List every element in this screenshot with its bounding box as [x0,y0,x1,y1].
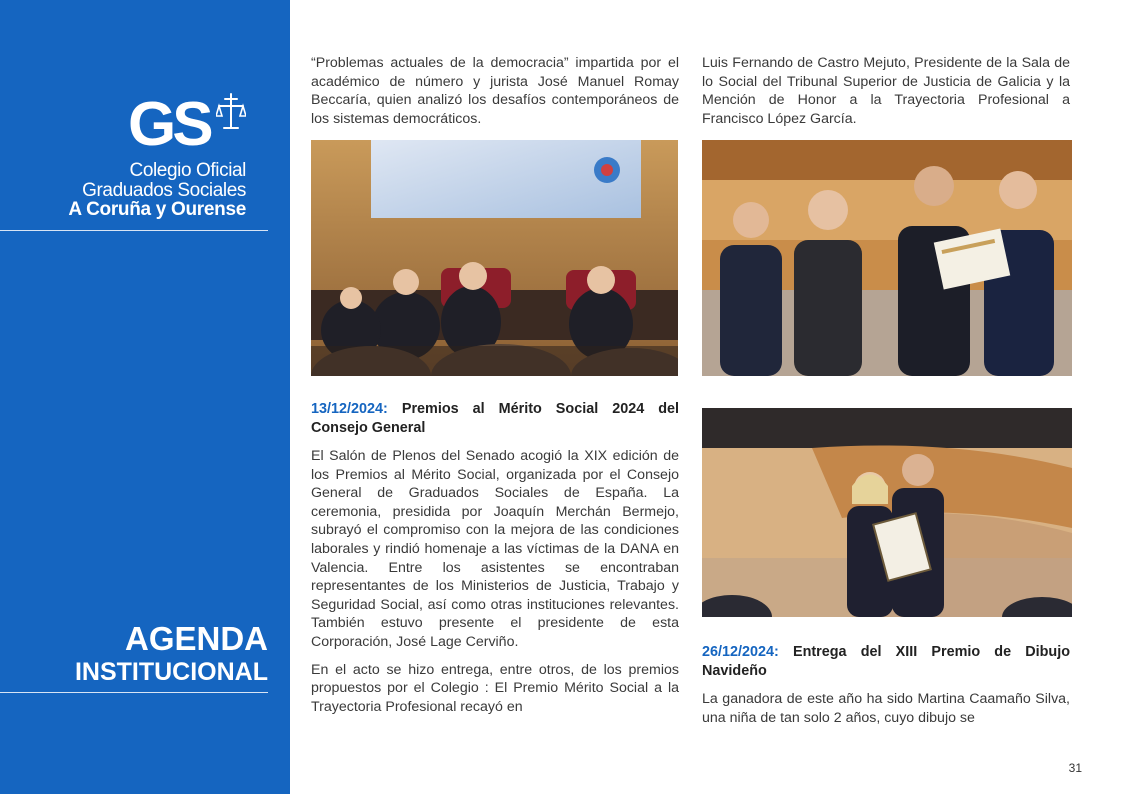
event-paragraph-1: El Salón de Plenos del Senado acogió la XIX edición de los Premios al Mérito Social, organizada por el Consejo General de Graduados Sociales de España. La ceremonia, presidida por Joaquín Merchán Bermejo, subrayó el compromiso con la mejora de las condiciones laborales y rindió homenaje a las víctimas de la DANA en Valencia. Entre los asistentes se encontraban representantes de los Ministerios de Justicia, Trabajo y Seguridad Social, así como otras instituciones relevantes. También estuvo presente el presidente de esta Corporación, José Lage Cerviño. [311,448,679,650]
left-intro-paragraph: “Problemas actuales de la democracia” impartida por el académico de número y jurista José Manuel Romay Beccaría, quien analizó los desafíos contemporáneos de los sistemas democráticos. [311,55,679,127]
senate-chamber-photo [702,408,1072,617]
merit-awards-section [311,400,679,716]
logo-text-line1: Colegio Oficial [129,160,246,181]
right-intro-paragraph: Luis Fernando de Castro Mejuto, Presidente de la Sala de lo Social del Tribunal Superior de Justicia de Galicia y la Mención de Honor a la Trayectoria Profesional a Francisco López García. [702,55,1070,127]
logo-text-line2: Graduados Sociales [82,180,246,201]
sidebar [0,0,290,794]
right-intro-text [702,54,1070,128]
page-number: 31 [1068,761,1082,775]
section-subtitle: INSTITUCIONAL [74,658,268,686]
event-paragraph-2: En el acto se hizo entrega, entre otros, de los premios propuestos por el Colegio : El Premio Mérito Social a la Trayectoria Profesional recayó en [311,661,679,715]
award-group-photo [702,140,1072,376]
college-logo [0,92,268,222]
left-intro-text [311,54,679,128]
event-date: 13/12/2024: [311,401,388,417]
event-date: 26/12/2024: [702,644,779,660]
event-paragraph-1: La ganadora de este año ha sido Martina Caamaño Silva, una niña de tan solo 2 años, cuyo dibujo se [702,691,1070,726]
lecture-audience-photo [311,140,678,376]
logo-text-line3: A Coruña y Ourense [68,199,246,220]
drawing-prize-section [702,643,1070,727]
event-heading [702,643,1070,681]
scales-cross-icon [216,92,246,132]
event-heading [311,400,679,438]
event-title: Entrega del XIII Premio de Dibujo Navideño [702,644,1071,679]
sidebar-divider-top [0,230,268,231]
section-title: AGENDA [124,620,268,657]
event-title: Premios al Mérito Social 2024 del Consejo General [311,401,680,436]
sidebar-divider-bottom [0,692,268,693]
logo-monogram: GS [128,90,210,159]
